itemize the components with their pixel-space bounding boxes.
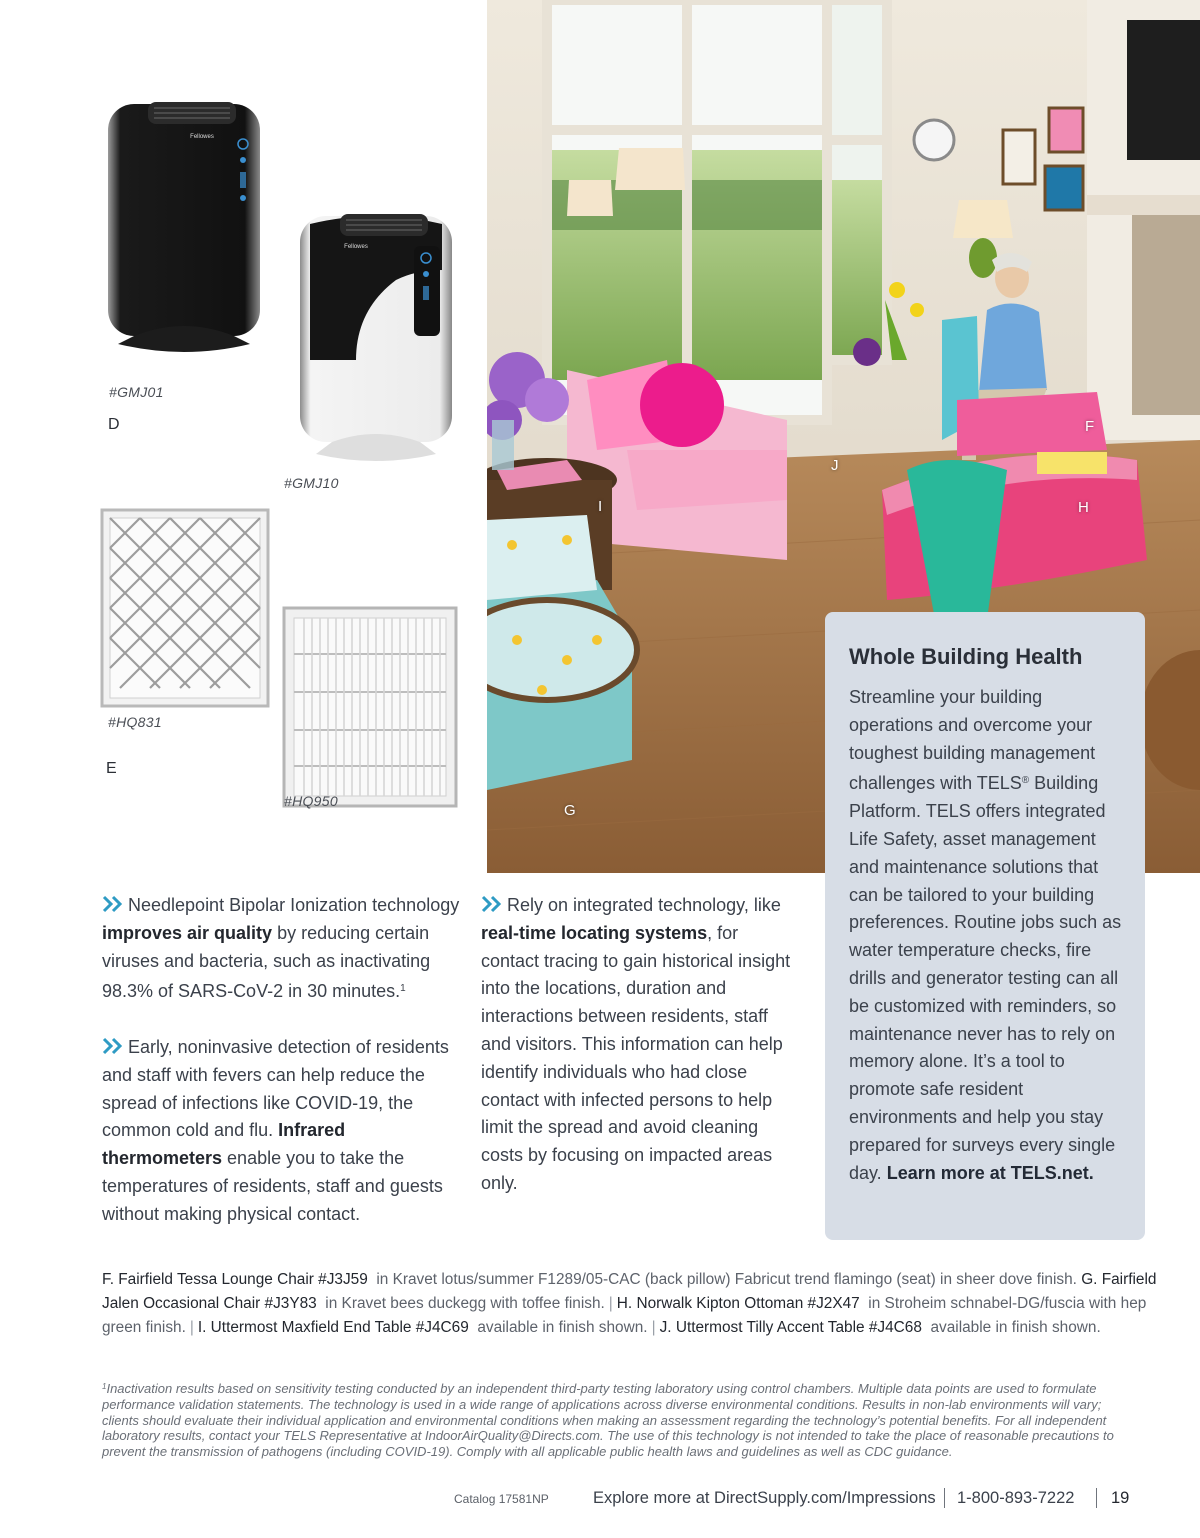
card-body: Streamline your building operations and overcome your toughest building management challenges with TELS® Building Platform. TELS offers integrated Life Safety, asset management and maintenance solutions that can be tailored to your building preferences. Routine jobs such as water temperature checks, fire drills and generator testing can all be customized with reminders, so maintenance never has to rely on memory alone. It’s a tool to promote safe resident environments and help you stay prepared for surveys every single day. Learn more at TELS.net. (849, 687, 1122, 1183)
furniture-credits: F. Fairfield Tessa Lounge Chair #J3J59 in Kravet lotus/summer F1289/05-CAC (back pillow) Fabricut trend flamingo (seat) in sheer dove finish. G. Fairfield Jalen Occasional Chair #J3Y83 in Kravet bees duckegg with toffee finish. | H. Norwalk Kipton Ottoman #J2X47 in Stroheim schnabel-DG/fuscia with hep green finish. | I. Uttermost Maxfield End Table #J4C69 available in finish shown. | J. Uttermost Tilly Accent Table #J4C68 available in finish shown. (102, 1271, 1157, 1336)
explore-link[interactable]: Explore more at DirectSupply.com/Impressions (593, 1489, 936, 1507)
label-g: G (564, 802, 576, 819)
body-column-middle (481, 892, 801, 1226)
air-purifier-white-image (296, 210, 456, 472)
credit-h-name: H. Norwalk Kipton Ottoman #J2X47 (616, 1295, 860, 1312)
page-number: 19 (1111, 1489, 1130, 1507)
brand-logo: Fellowes (190, 134, 214, 140)
label-j: J (831, 457, 839, 474)
credit-g-name: G. Fairfield Jalen Occasional Chair #J3Y83 (102, 1271, 1157, 1312)
fever-detection-paragraph: Early, noninvasive detection of residents and staff with fevers can help reduce the spread of infections like COVID-19, the common cold and flu. Infrared thermometers enable you to take the temperatures of residents, staff and guests without making physical contact. (102, 1036, 449, 1224)
air-purifier-black-image (104, 98, 264, 360)
product-letter-d: D (108, 416, 120, 433)
catalog-number: Catalog 17581NP (454, 1492, 549, 1506)
body-column-left (102, 892, 467, 1256)
label-f: F (1085, 418, 1095, 435)
credit-i-name: I. Uttermost Maxfield End Table #J4C69 (197, 1319, 469, 1336)
sku-gmj01: #GMJ01 (109, 384, 164, 400)
whole-building-health-card (825, 612, 1145, 1240)
double-chevron-icon (102, 1037, 124, 1055)
footer-divider (1096, 1488, 1097, 1508)
sku-hq831: #HQ831 (108, 714, 162, 730)
label-h: H (1078, 499, 1089, 516)
bipolar-ionization-paragraph: Needlepoint Bipolar Ionization technology improves air quality by reducing certain viruses and bacteria, such as inactivating 98.3% of SARS-CoV-2 in 30 minutes.$^1$ (102, 895, 460, 1002)
sku-gmj10: #GMJ10 (284, 475, 339, 491)
double-chevron-icon (102, 895, 124, 913)
rtls-paragraph: Rely on integrated technology, like real-time locating systems, for contact tracing to gain historical insight into the locations, duration and interactions between residents, staff and visitors. This information can help identify individuals who had close contact with infected persons to help limit the spread and avoid cleaning costs by focusing on impacted areas only. (481, 895, 791, 1193)
label-i: I (598, 498, 603, 515)
page-footer (0, 1488, 1200, 1512)
pleated-filter-image (100, 508, 270, 708)
sku-hq950: #HQ950 (284, 793, 338, 809)
product-letter-e: E (106, 760, 117, 777)
tels-link[interactable]: Learn more at TELS.net. (886, 1162, 1094, 1183)
cell-filter-image (282, 606, 458, 808)
credit-f-name: F. Fairfield Tessa Lounge Chair #J3J59 (102, 1271, 368, 1288)
phone-number[interactable]: 1-800-893-7222 (957, 1489, 1075, 1507)
footnote: $^1$Inactivation results based on sensitivity testing conducted by an independent third-party testing laboratory using control chambers. Multiple data points are used to formulate performance validation statements. The technology is used in a wide range of applications across diverse environmental conditions. Results in non-lab environments will vary; clients should evaluate their individual application and environmental conditions when making an assessment regarding the technology’s potential benefits. For all independent laboratory results, contact your TELS Representative at IndoorAirQuality@Directs.com. The use of this technology is not intended to take the place of reasonable precautions to prevent the transmission of pathogens (including COVID-19). Comply with all applicable public health laws and guidelines as well as CDC guidance. (102, 1381, 1114, 1460)
card-title: Whole Building Health (849, 644, 1083, 669)
brand-logo: Fellowes (344, 244, 368, 250)
footer-divider (944, 1488, 945, 1508)
credit-j-name: J. Uttermost Tilly Accent Table #J4C68 (659, 1319, 922, 1336)
double-chevron-icon (481, 895, 503, 913)
